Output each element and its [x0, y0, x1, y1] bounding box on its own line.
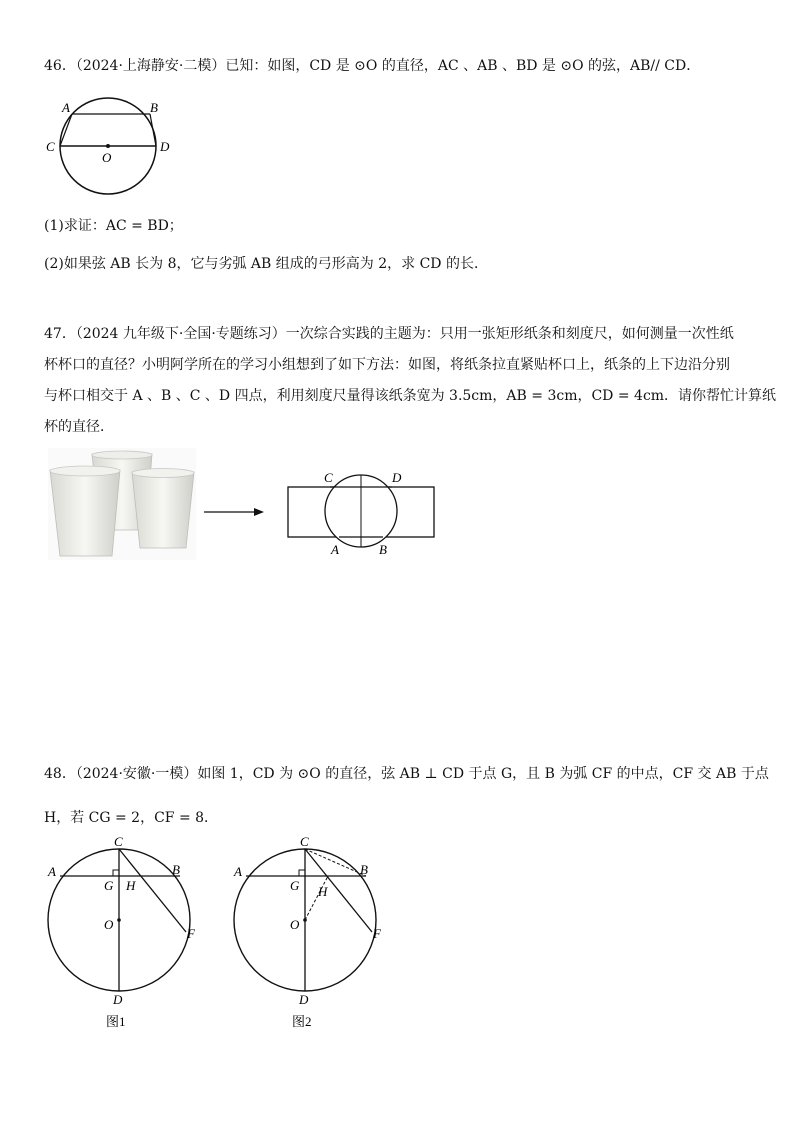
q48-fig1-caption: 图1 — [106, 1014, 126, 1029]
q46-label-a: A — [62, 100, 70, 115]
q48-fig2-caption: 图2 — [292, 1014, 312, 1029]
q48-fig1-label-h: H — [126, 878, 136, 893]
q47-line3: 与杯口相交于 A 、B 、C 、D 四点，利用刻度尺量得该纸条宽为 3.5cm，AB = 3cm，CD = 4cm．请你帮忙计算纸 — [44, 388, 777, 404]
q48-fig2-label-d: D — [299, 992, 309, 1007]
q48-fig1-label-b: B — [172, 862, 180, 877]
arrow-head — [254, 508, 264, 516]
q48-line1: 48．（2024·安徽·一模）如图 1，CD 为 ⊙O 的直径，弦 AB ⊥ CD 于点 G，且 B 为弧 CF 的中点，CF 交 AB 于点 — [44, 766, 769, 782]
q46-stem: 46．（2024·上海静安·二模）已知：如图，CD 是 ⊙O 的直径，AC 、AB 、BD 是 ⊙O 的弦，AB// CD． — [44, 58, 701, 74]
q46-part2: (2)如果弦 AB 长为 8，它与劣弧 AB 组成的弓形高为 2，求 CD 的长． — [44, 256, 488, 272]
q48-fig2-label-c: C — [300, 834, 309, 849]
q46-part1: (1)求证：AC = BD； — [44, 218, 183, 234]
q47-line4: 杯的直径． — [44, 419, 114, 435]
q47-label-d: D — [392, 470, 402, 485]
q46-center-dot — [106, 144, 110, 148]
q48-fig2-right-angle — [299, 870, 305, 876]
q48-fig1-label-c: C — [114, 834, 123, 849]
q48-fig2-label-h: H — [318, 884, 328, 899]
q47-label-a: A — [331, 542, 339, 557]
q46-label-d: D — [160, 139, 170, 154]
q48-figure2 — [232, 832, 402, 1032]
q47-label-c: C — [324, 470, 333, 485]
q47-line1: 47．（2024 九年级下·全国·专题练习）一次综合实践的主题为：只用一张矩形纸条和刻度尺，如何测量一次性纸 — [44, 326, 734, 342]
q48-fig1-right-angle — [113, 870, 119, 876]
q47-figure — [196, 466, 446, 566]
q48-fig1-label-o: O — [104, 917, 114, 932]
q48-fig1-label-f: F — [187, 926, 195, 941]
q46-label-c: C — [46, 139, 55, 154]
q48-fig1-label-g: G — [104, 878, 114, 893]
q47-label-b: B — [379, 542, 387, 557]
q48-fig1-center-dot — [117, 918, 121, 922]
q48-fig2-center-dot — [303, 918, 307, 922]
q48-fig1-label-d: D — [113, 992, 123, 1007]
q48-line2: H，若 CG = 2，CF = 8． — [44, 810, 219, 826]
q47-line2: 杯杯口的直径？小明阿学所在的学习小组想到了如下方法：如图，将纸条拉直紧贴杯口上，纸条的上下边沿分别 — [44, 357, 730, 373]
q48-fig2-dashed-cb — [305, 849, 366, 876]
q46-label-o: O — [102, 150, 112, 165]
q46-chord-ac — [60, 114, 72, 146]
q46-chord-bd — [150, 114, 156, 146]
q48-fig2-label-f: F — [373, 926, 381, 941]
q48-figure1 — [44, 832, 214, 1032]
q48-fig2-label-o: O — [290, 917, 300, 932]
paper-cups-image — [48, 448, 196, 560]
q46-label-b: B — [150, 100, 158, 115]
q48-fig1-label-a: A — [48, 864, 56, 879]
q48-fig2-label-g: G — [290, 878, 300, 893]
q48-fig2-label-b: B — [360, 862, 368, 877]
q46-figure — [40, 96, 180, 206]
q48-fig2-label-a: A — [234, 864, 242, 879]
